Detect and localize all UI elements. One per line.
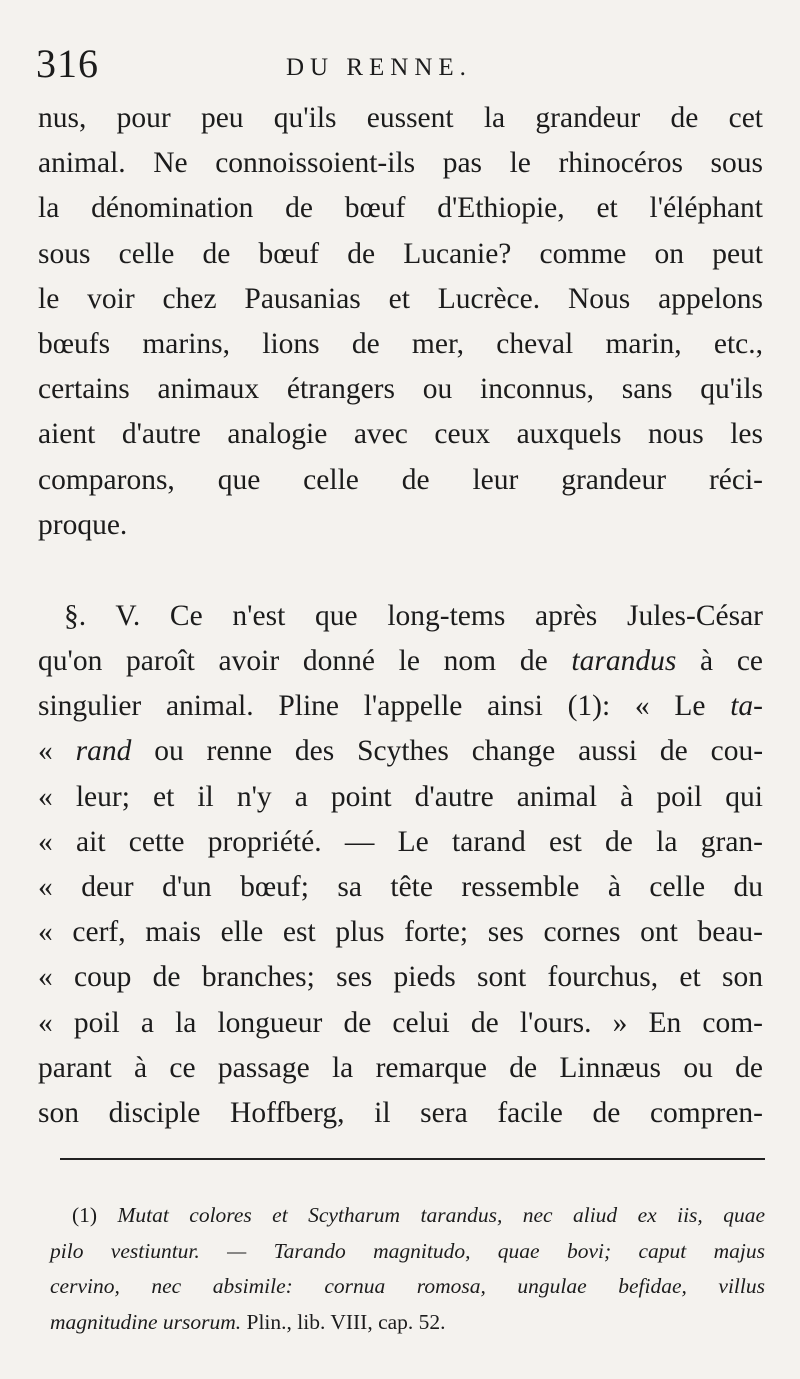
footnote-line: cervino, nec absimile: cornua romosa, ungulae befidae, villus [50, 1274, 765, 1298]
footnote-citation: Plin., lib. VIII, cap. 52. [246, 1309, 446, 1334]
paragraph-gap [38, 548, 763, 594]
footnote-text: Mutat colores et Scytharum tarandus, nec aliud ex iis, quae [117, 1203, 765, 1227]
text-line [38, 729, 763, 774]
text-segment: qu'on paroît avoir donné le nom de [38, 645, 548, 678]
text-line: son disciple Hoffberg, il sera facile de compren- [38, 1096, 763, 1129]
main-text [38, 96, 763, 1136]
text-line: la dénomination de bœuf d'Ethiopie, et l'éléphant [38, 192, 763, 225]
text-segment: singulier animal. Pline l'appelle ainsi (1): « Le [38, 690, 706, 723]
text-line: comparons, que celle de leur grandeur réci- [38, 463, 763, 496]
text-line: « coup de branches; ses pieds sont fourchus, et son [38, 961, 763, 994]
footnote-line [50, 1305, 765, 1341]
page-number: 316 [36, 41, 99, 86]
text-line: bœufs marins, lions de mer, cheval marin, etc., [38, 327, 763, 360]
text-line: « cerf, mais elle est plus forte; ses cornes ont beau- [38, 916, 763, 949]
text-line: « leur; et il n'y a point d'autre animal à poil qui [38, 780, 763, 813]
text-line [38, 684, 763, 729]
text-line: certains animaux étrangers ou inconnus, sans qu'ils [38, 373, 763, 406]
quote-mark: « [38, 735, 53, 768]
text-line: « deur d'un bœuf; sa tête ressemble à celle du [38, 871, 763, 903]
italic-term: rand [75, 735, 132, 768]
running-title: DU RENNE. [286, 54, 472, 81]
text-line: « ait cette propriété. — Le tarand est de la gran- [38, 825, 763, 858]
footnote-text: magnitudine ursorum. [50, 1309, 242, 1334]
text-line [38, 639, 763, 684]
footnote-divider [60, 1158, 765, 1160]
page-header [36, 40, 760, 90]
text-line: animal. Ne connoissoient-ils pas le rhinocéros sous [38, 147, 763, 180]
text-line: nus, pour peu qu'ils eussent la grandeur de cet [38, 102, 763, 134]
text-line: proque. [38, 508, 128, 541]
footnote-marker: (1) [72, 1203, 98, 1227]
footnote-line [50, 1198, 765, 1234]
text-line: parant à ce passage la remarque de Linnæus ou de [38, 1051, 763, 1084]
footnote [50, 1198, 765, 1340]
footnote-line: pilo vestiuntur. — Tarando magnitudo, quae bovi; caput majus [50, 1238, 765, 1263]
section-heading-line: §. V. Ce n'est que long-tems après Jules-César [64, 599, 763, 632]
text-segment: à ce [700, 645, 764, 678]
text-line: aient d'autre analogie avec ceux auxquels nous les [38, 418, 763, 451]
italic-term: ta- [730, 690, 763, 723]
text-line: « poil a la longueur de celui de l'ours. » En com- [38, 1006, 763, 1039]
text-line: le voir chez Pausanias et Lucrèce. Nous appelons [38, 282, 763, 315]
text-segment: ou renne des Scythes change aussi de cou- [154, 735, 764, 768]
text-line: sous celle de bœuf de Lucanie? comme on peut [38, 237, 763, 270]
italic-term: tarandus [571, 645, 677, 678]
